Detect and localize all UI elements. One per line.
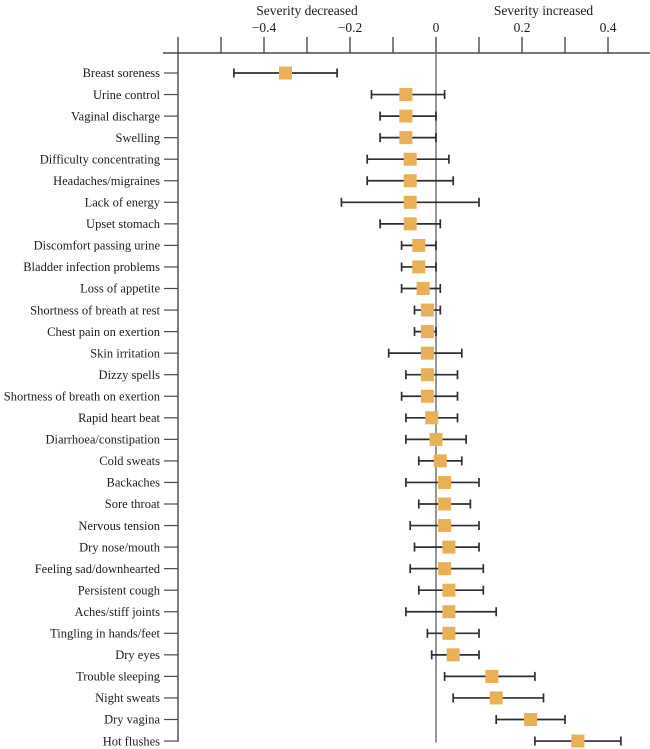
point-estimate-marker [404, 217, 417, 230]
category-label: Night sweats [95, 691, 160, 706]
point-estimate-marker [430, 433, 443, 446]
category-label: Nervous tension [78, 518, 160, 533]
category-label: Loss of appetite [80, 281, 160, 296]
point-estimate-marker [399, 88, 412, 101]
category-label: Skin irritation [90, 346, 160, 361]
point-estimate-marker [447, 648, 460, 661]
category-label: Swelling [115, 130, 160, 145]
point-estimate-marker [425, 411, 438, 424]
point-estimate-marker [421, 368, 434, 381]
point-estimate-marker [438, 519, 451, 532]
category-label: Difficulty concentrating [39, 152, 160, 167]
category-label: Dry eyes [115, 648, 160, 663]
category-label: Dizzy spells [98, 367, 160, 382]
point-estimate-marker [421, 325, 434, 338]
x-axis-tick-label: 0 [432, 20, 440, 35]
point-estimate-marker [571, 735, 584, 748]
point-estimate-marker [417, 282, 430, 295]
x-axis-tick-label: 0.2 [513, 20, 531, 35]
category-label: Hot flushes [102, 734, 160, 749]
category-label: Upset stomach [86, 217, 160, 232]
category-label: Shortness of breath at rest [30, 303, 160, 318]
category-label: Sore throat [104, 497, 160, 512]
category-label: Aches/stiff joints [74, 604, 160, 619]
point-estimate-marker [524, 713, 537, 726]
point-estimate-marker [421, 390, 434, 403]
point-estimate-marker [442, 627, 455, 640]
category-label: Breast soreness [82, 66, 160, 81]
point-estimate-marker [399, 110, 412, 123]
category-label: Diarrhoea/constipation [45, 432, 160, 447]
point-estimate-marker [442, 605, 455, 618]
point-estimate-marker [438, 562, 451, 575]
point-estimate-marker [412, 239, 425, 252]
category-label: Lack of energy [84, 195, 160, 210]
point-estimate-marker [421, 347, 434, 360]
axis-header-severity-increased: Severity increased [493, 3, 594, 18]
category-label: Persistent cough [77, 583, 160, 598]
category-label: Vaginal discharge [71, 109, 160, 124]
point-estimate-marker [399, 131, 412, 144]
category-label: Cold sweats [99, 454, 160, 469]
axis-header-severity-decreased: Severity decreased [256, 3, 358, 18]
point-estimate-marker [412, 260, 425, 273]
category-label: Dry nose/mouth [79, 540, 160, 555]
category-label: Bladder infection problems [23, 260, 160, 275]
category-label: Feeling sad/downhearted [34, 561, 160, 576]
x-axis-tick-label: −0.2 [337, 20, 363, 35]
category-label: Chest pain on exertion [47, 324, 160, 339]
category-label: Trouble sleeping [76, 669, 160, 684]
category-label: Discomfort passing urine [33, 238, 160, 253]
point-estimate-marker [438, 476, 451, 489]
point-estimate-marker [404, 153, 417, 166]
x-axis-tick-label: −0.4 [251, 20, 277, 35]
point-estimate-marker [442, 541, 455, 554]
category-label: Tingling in hands/feet [50, 626, 160, 641]
point-estimate-marker [438, 498, 451, 511]
point-estimate-marker [434, 454, 447, 467]
point-estimate-marker [490, 691, 503, 704]
category-label: Shortness of breath on exertion [3, 389, 160, 404]
category-label: Rapid heart beat [78, 411, 160, 425]
category-label: Headaches/migraines [53, 173, 160, 188]
point-estimate-marker [404, 174, 417, 187]
point-estimate-marker [442, 584, 455, 597]
category-label: Dry vagina [104, 712, 160, 727]
category-label: Backaches [106, 475, 160, 490]
category-label: Urine control [93, 87, 160, 102]
point-estimate-marker [485, 670, 498, 683]
point-estimate-marker [404, 196, 417, 209]
x-axis-tick-label: 0.4 [599, 20, 617, 35]
point-estimate-marker [279, 67, 292, 80]
point-estimate-marker [421, 304, 434, 317]
